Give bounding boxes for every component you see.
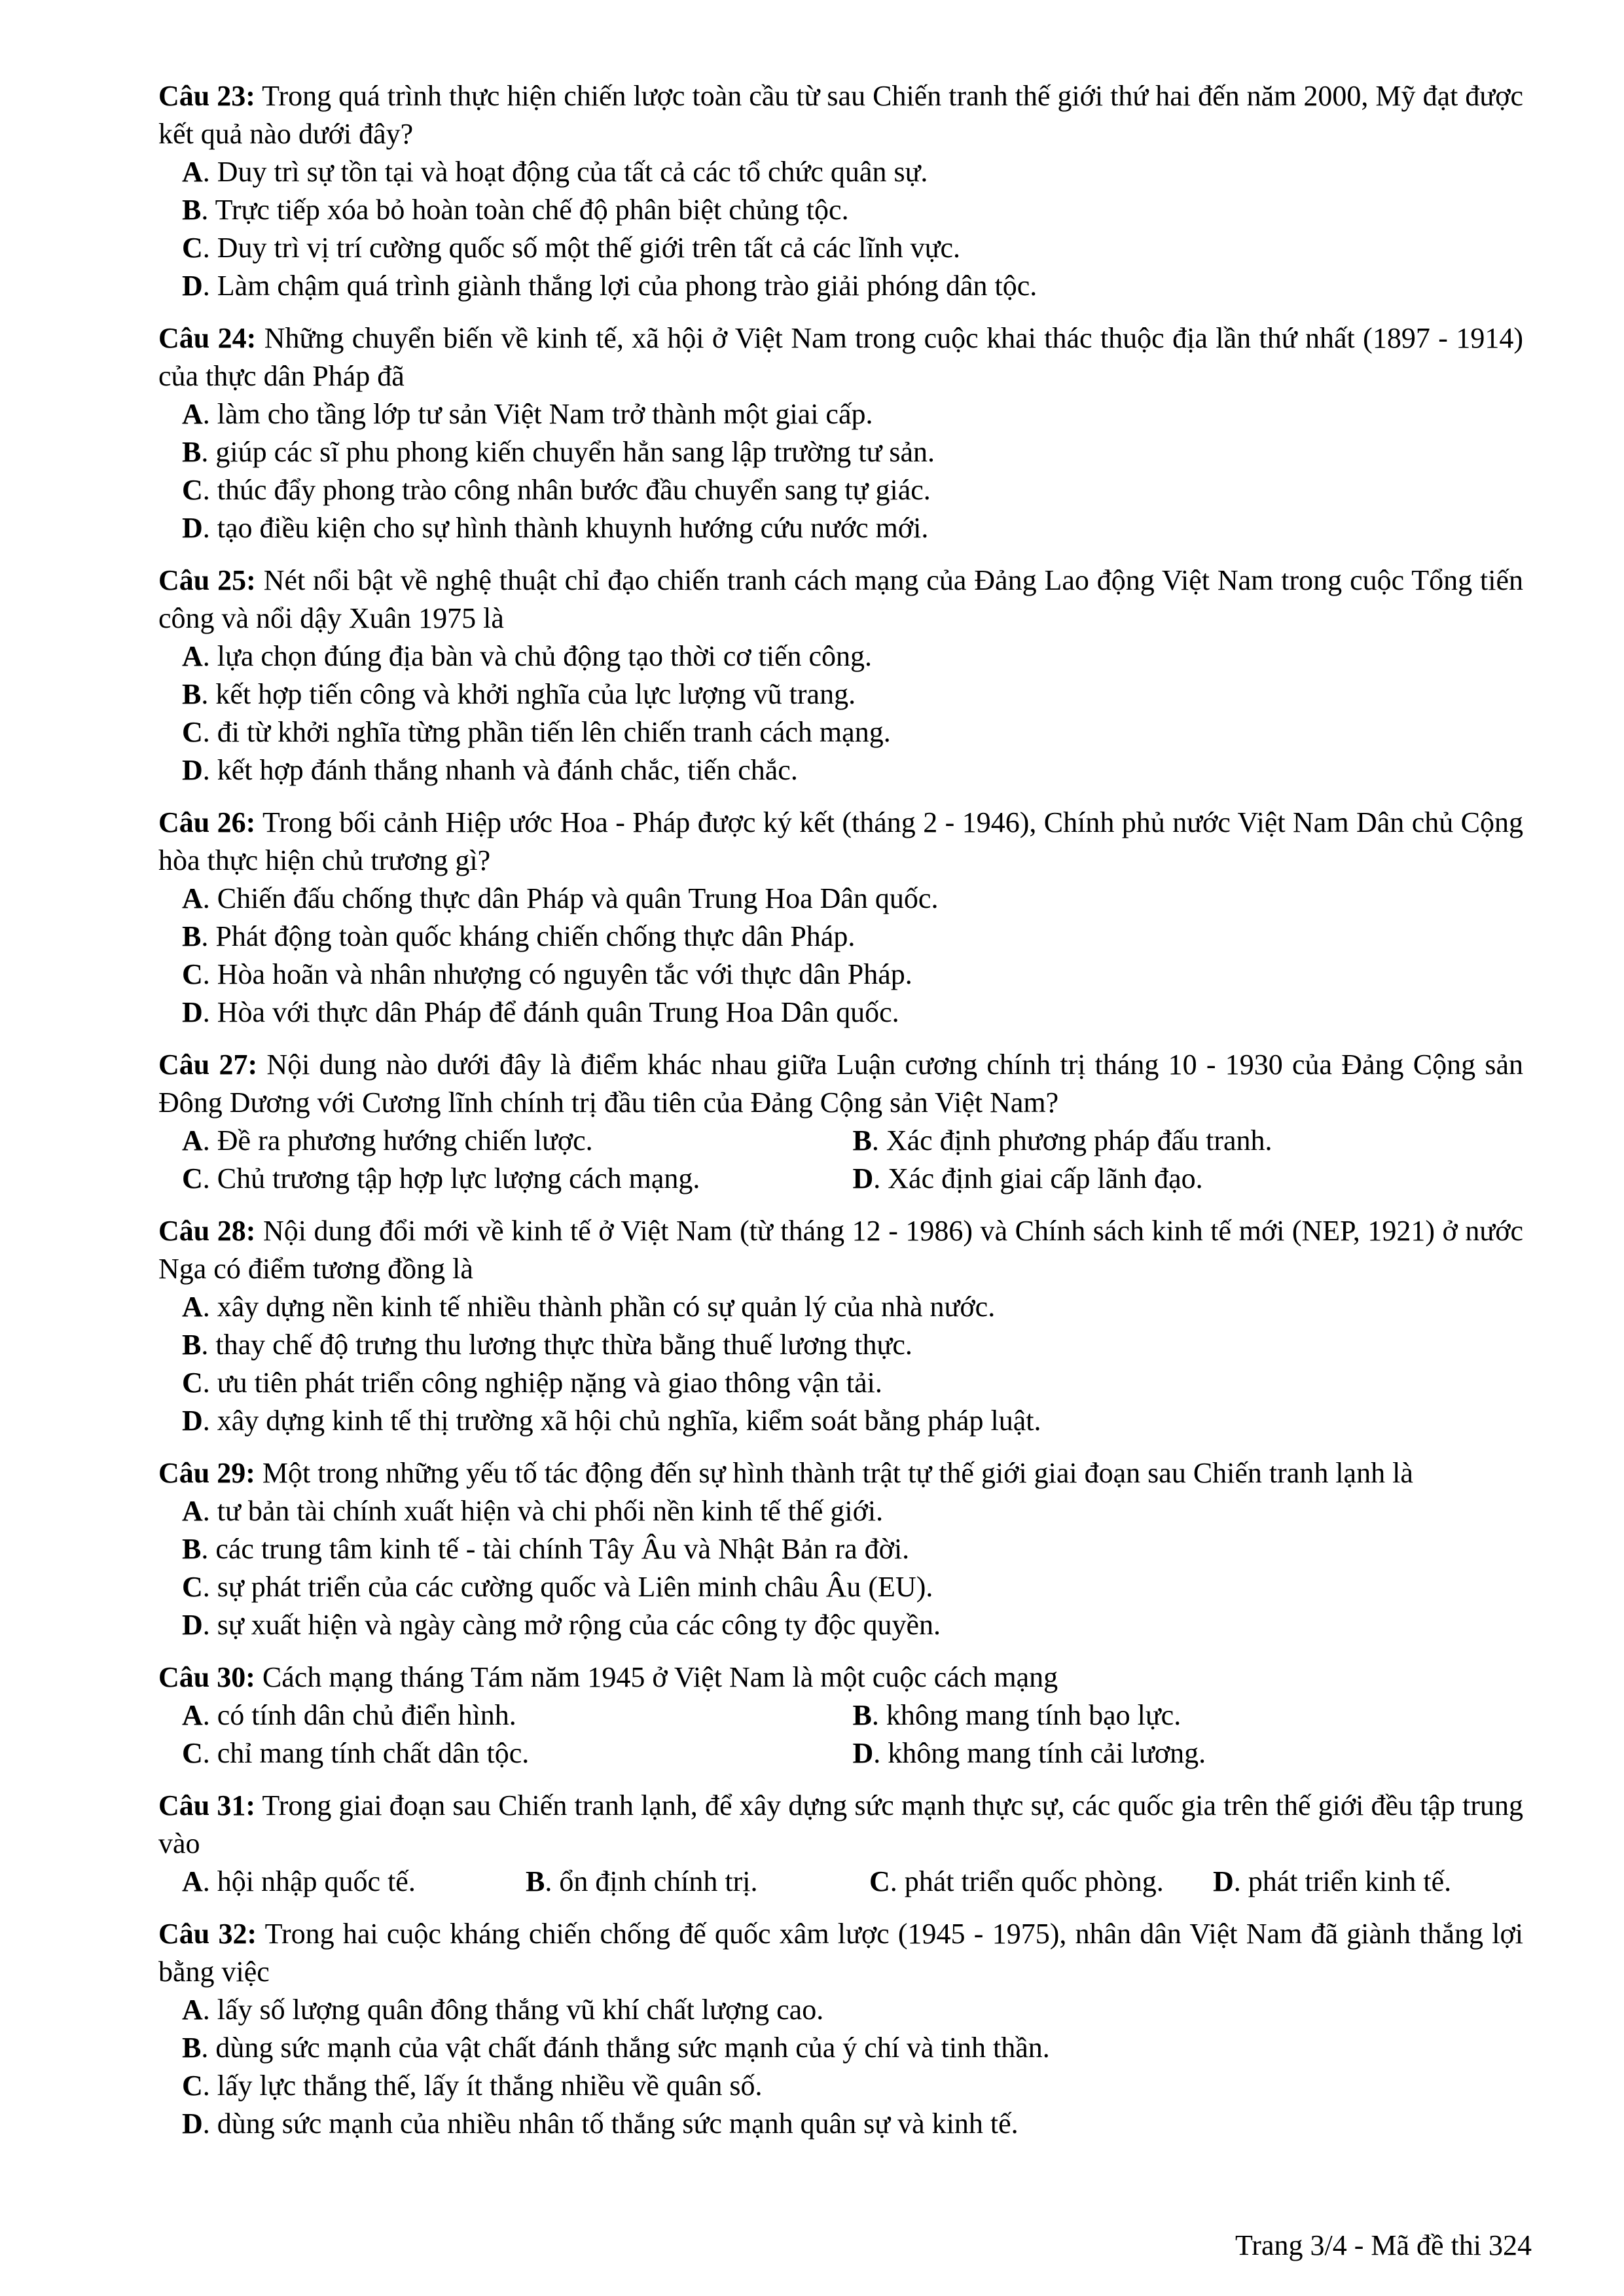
question-text: Một trong những yếu tố tác động đến sự hình thành trật tự thế giới giai đoạn sau Chiến tranh lạnh là [255,1457,1413,1489]
option-b: B. thay chế độ trưng thu lương thực thừa bằng thuế lương thực. [182,1329,912,1361]
option-d: D. Hòa với thực dân Pháp để đánh quân Trung Hoa Dân quốc. [182,996,899,1028]
option-c: C. Duy trì vị trí cường quốc số một thế giới trên tất cả các lĩnh vực. [182,232,961,264]
option-b: B. không mang tính bạo lực. [852,1699,1182,1731]
question-stem [158,1659,1523,1696]
option-c: C. lấy lực thắng thế, lấy ít thắng nhiều về quân số. [182,2070,763,2102]
option-d: D. dùng sức mạnh của nhiều nhân tố thắng sức mạnh quân sự và kinh tế. [182,2108,1019,2140]
options-row [158,1863,1523,1901]
question-27 [158,1046,1523,1198]
question-number: Câu 31: [158,1789,256,1821]
option-c: C. phát triển quốc phòng. [869,1865,1164,1897]
option-b: B. Xác định phương pháp đấu tranh. [852,1124,1272,1157]
option-d: D. xây dựng kinh tế thị trường xã hội chủ nghĩa, kiểm soát bằng pháp luật. [182,1405,1041,1437]
option-b: B. ổn định chính trị. [526,1865,758,1897]
questions-list [158,77,1523,2157]
option-c: C. sự phát triển của các cường quốc và Liên minh châu Âu (EU). [182,1571,933,1603]
question-30 [158,1659,1523,1772]
option-b: B. dùng sức mạnh của vật chất đánh thắng sức mạnh của ý chí và tinh thần. [182,2032,1050,2064]
question-26 [158,804,1523,1031]
question-stem [158,1454,1523,1492]
question-32 [158,1915,1523,2143]
option-a: A. tư bản tài chính xuất hiện và chi phối nền kinh tế thế giới. [182,1495,884,1527]
option-c: C. thúc đẩy phong trào công nhân bước đầu chuyển sang tự giác. [182,474,931,506]
options-row [158,1734,1523,1772]
option-a: A. làm cho tầng lớp tư sản Việt Nam trở thành một giai cấp. [182,398,873,430]
question-number: Câu 32: [158,1918,257,1950]
option-d: D. Làm chậm quá trình giành thắng lợi của phong trào giải phóng dân tộc. [182,270,1038,302]
option-d: D. phát triển kinh tế. [1213,1865,1452,1897]
option-a: A. Đề ra phương hướng chiến lược. [182,1124,593,1157]
option-c: C. Hòa hoãn và nhân nhượng có nguyên tắc với thực dân Pháp. [182,958,912,990]
option-b: B. Phát động toàn quốc kháng chiến chống thực dân Pháp. [182,920,856,952]
option-c: C. Chủ trương tập hợp lực lượng cách mạng. [182,1162,700,1194]
question-number: Câu 23: [158,80,255,112]
question-number: Câu 26: [158,806,256,838]
question-number: Câu 24: [158,322,257,354]
page-footer: Trang 3/4 - Mã đề thi 324 [1235,2229,1532,2261]
question-number: Câu 30: [158,1661,255,1693]
option-c: C. ưu tiên phát triển công nghiệp nặng và giao thông vận tải. [182,1367,882,1399]
option-c: C. đi từ khởi nghĩa từng phần tiến lên chiến tranh cách mạng. [182,716,891,748]
options-row [158,1122,1523,1160]
option-a: A. lựa chọn đúng địa bàn và chủ động tạo thời cơ tiến công. [182,640,873,672]
question-stem [158,562,1523,637]
question-number: Câu 25: [158,564,256,596]
question-31 [158,1787,1523,1901]
question-29 [158,1454,1523,1644]
options-row [158,1160,1523,1198]
question-text: Nội dung nào dưới đây là điểm khác nhau giữa Luận cương chính trị tháng 10 - 1930 của Đảng Cộng sản Đông Dương với Cương lĩnh chính trị đầu tiên của Đảng Cộng sản Việt Nam? [158,1049,1523,1119]
option-a: A. lấy số lượng quân đông thắng vũ khí chất lượng cao. [182,1994,824,2026]
question-stem [158,77,1523,153]
option-a: A. Duy trì sự tồn tại và hoạt động của tất cả các tổ chức quân sự. [182,156,928,188]
question-number: Câu 29: [158,1457,255,1489]
question-number: Câu 28: [158,1215,256,1247]
option-d: D. tạo điều kiện cho sự hình thành khuynh hướng cứu nước mới. [182,512,929,544]
question-text: Những chuyển biến về kinh tế, xã hội ở Việt Nam trong cuộc khai thác thuộc địa lần thứ nhất (1897 - 1914) của thực dân Pháp đã [158,322,1523,392]
option-b: B. giúp các sĩ phu phong kiến chuyển hẳn sang lập trường tư sản. [182,436,935,468]
option-b: B. kết hợp tiến công và khởi nghĩa của lực lượng vũ trang. [182,678,856,710]
question-text: Trong giai đoạn sau Chiến tranh lạnh, để xây dựng sức mạnh thực sự, các quốc gia trên thế giới đều tập trung vào [158,1789,1523,1859]
question-stem [158,1046,1523,1122]
question-text: Nội dung đổi mới về kinh tế ở Việt Nam (từ tháng 12 - 1986) và Chính sách kinh tế mới (NEP, 1921) ở nước Nga có điểm tương đồng là [158,1215,1523,1285]
option-b: B. Trực tiếp xóa bỏ hoàn toàn chế độ phân biệt chủng tộc. [182,194,849,226]
option-d: D. không mang tính cải lương. [852,1737,1206,1769]
question-text: Trong hai cuộc kháng chiến chống đế quốc xâm lược (1945 - 1975), nhân dân Việt Nam đã giành thắng lợi bằng việc [158,1918,1524,1988]
option-c: C. chỉ mang tính chất dân tộc. [182,1737,530,1769]
question-text: Cách mạng tháng Tám năm 1945 ở Việt Nam là một cuộc cách mạng [255,1661,1058,1693]
option-d: D. sự xuất hiện và ngày càng mở rộng của các công ty độc quyền. [182,1609,941,1641]
options-row [158,1696,1523,1734]
question-number: Câu 27: [158,1049,258,1081]
option-b: B. các trung tâm kinh tế - tài chính Tây Âu và Nhật Bản ra đời. [182,1533,910,1565]
question-stem [158,804,1523,880]
option-d: D. kết hợp đánh thắng nhanh và đánh chắc, tiến chắc. [182,754,798,786]
option-a: A. có tính dân chủ điển hình. [182,1699,516,1731]
question-text: Trong bối cảnh Hiệp ước Hoa - Pháp được ký kết (tháng 2 - 1946), Chính phủ nước Việt Nam Dân chủ Cộng hòa thực hiện chủ trương gì? [158,806,1523,876]
option-a: A. hội nhập quốc tế. [182,1865,416,1897]
question-stem [158,1787,1523,1863]
option-a: A. xây dựng nền kinh tế nhiều thành phần có sự quản lý của nhà nước. [182,1291,996,1323]
question-28 [158,1212,1523,1440]
question-24 [158,319,1523,547]
option-a: A. Chiến đấu chống thực dân Pháp và quân Trung Hoa Dân quốc. [182,882,939,914]
question-stem [158,1915,1523,1991]
question-25 [158,562,1523,789]
question-text: Trong quá trình thực hiện chiến lược toàn cầu từ sau Chiến tranh thế giới thứ hai đến năm 2000, Mỹ đạt được kết quả nào dưới đây? [158,80,1523,150]
option-d: D. Xác định giai cấp lãnh đạo. [852,1162,1203,1194]
question-stem [158,1212,1523,1288]
question-stem [158,319,1523,395]
question-text: Nét nổi bật về nghệ thuật chỉ đạo chiến tranh cách mạng của Đảng Lao động Việt Nam trong cuộc Tổng tiến công và nổi dậy Xuân 1975 là [158,564,1523,634]
question-23 [158,77,1523,305]
